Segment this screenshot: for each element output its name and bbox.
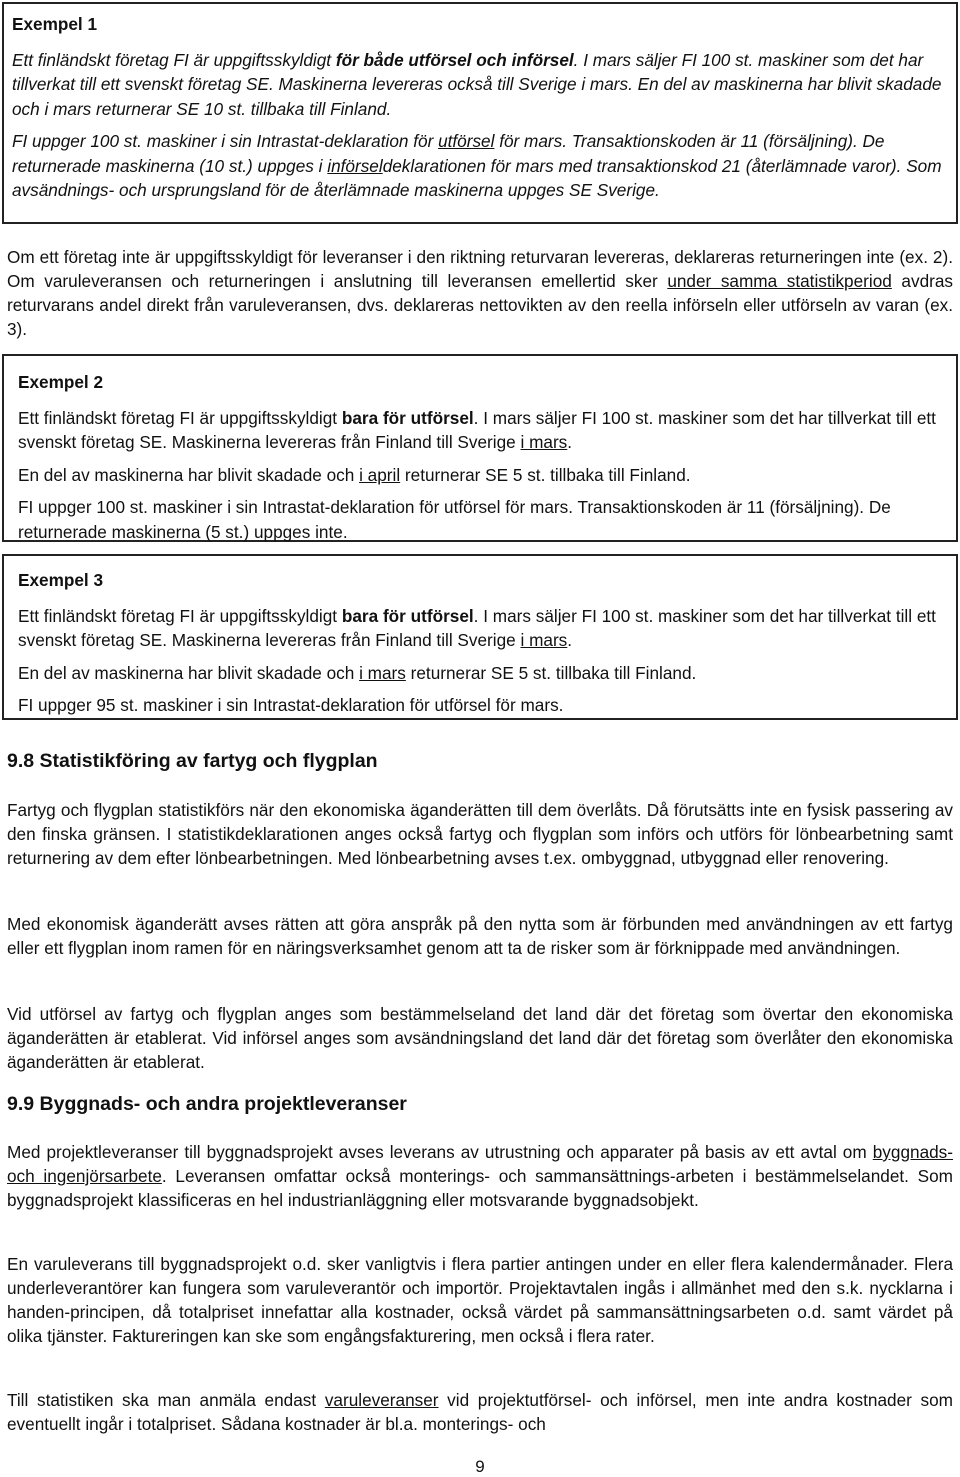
example-2-declaration: FI uppger 100 st. maskiner i sin Intrastat-deklaration för utförsel för mars. Transaktionskoden är 11 (försäljning). De returnerade maskinerna (5 st.) uppges inte. (18, 497, 891, 542)
section-9-8-paragraph-2: Med ekonomisk äganderätt avses rätten att göra anspråk på den nytta som är förbunden med användningen av ett fartyg eller ett flygplan inom ramen för en näringsverksamhet genom att ta de risker som är förknippade med användningen. (7, 914, 953, 958)
section-9-9-paragraph-3: Till statistiken ska man anmäla endast varuleveranser vid projektutförsel- och införsel, men inte andra kostnader som eventuellt ingår i totalpriset. Sådana kostnader är bl.a. monterings- och (7, 1390, 953, 1434)
example-1-declaration: FI uppger 100 st. maskiner i sin Intrastat-deklaration för utförsel för mars. Transaktionskoden är 11 (försäljning). De returnerade maskinerna (10 st.) uppges i införseldeklarationen för mars med transaktionskod 21 (återlämnade varor). Som avsändnings- och ursprungsland för de återlämnade maskinerna uppges SE Sverige. (12, 131, 942, 200)
section-9-8-paragraph-3: Vid utförsel av fartyg och flygplan anges som bestämmelseland det land där det företag som övertar den ekonomiska äganderätten är etablerat. Vid införsel anges som avsändningsland det land där det företag som överlåter den ekonomiska äganderätten är etablerat. (7, 1004, 953, 1072)
example-1-box (2, 2, 958, 224)
section-9-9-paragraph-1: Med projektleveranser till byggnadsprojekt avses leverans av utrustning och apparater på basis av ett avtal om byggnads- och ingenjörsarbete. Leveransen omfattar också monterings- och sammansättnings-arbeten i bestämmelselandet. Som byggnadsprojekt klassificeras en hel industrianläggning eller motsvarande byggnadsobjekt. (7, 1142, 953, 1210)
example-2-scenario: Ett finländskt företag FI är uppgiftsskyldigt bara för utförsel. I mars säljer FI 100 st. maskiner som det har tillverkat till ett svenskt företag SE. Maskinerna levereras från Finland till Sverige i mars. (18, 407, 936, 452)
section-9-9-paragraph-2: En varuleverans till byggnadsprojekt o.d. sker vanligtvis i flera partier antingen under en eller flera kalendermånader. Flera underleverantörer kan fungera som varuleverantör och importör. Projektavtalen ingås i allmänhet med den s.k. nycklarna i handen-principen, då totalpriset innefattar alla kostnader, också värdet på sammansättningsarbeten o.d. samt värdet på olika tjänster. Faktureringen kan ske som engångsfakturering, men också i flera rater. (7, 1254, 953, 1346)
page-number: 9 (475, 1457, 485, 1476)
section-9-8-heading: 9.8 Statistikföring av fartyg och flygplan (7, 750, 378, 772)
example-3-scenario: Ett finländskt företag FI är uppgiftsskyldigt bara för utförsel. I mars säljer FI 100 st. maskiner som det har tillverkat till ett svenskt företag SE. Maskinerna levereras från Finland till Sverige i mars. (18, 605, 936, 650)
section-9-9-heading: 9.9 Byggnads- och andra projektleveranser (7, 1093, 407, 1115)
example-3-box (2, 554, 958, 720)
example-1-scenario: Ett finländskt företag FI är uppgiftsskyldigt för både utförsel och införsel. I mars säljer FI 100 st. maskiner som det har tillverkat till ett svenskt företag SE. Maskinerna levereras också till Sverige i mars. En del av maskinerna har blivit skadade och i mars returnerar SE 10 st. tillbaka till Finland. (12, 49, 942, 119)
example-3-declaration: FI uppger 95 st. maskiner i sin Intrastat-deklaration för utförsel för mars. (18, 695, 564, 715)
example-2-box (2, 354, 958, 542)
returns-intro-paragraph: Om ett företag inte är uppgiftsskyldigt för leveranser i den riktning returvaran levereras, deklareras returneringen inte (ex. 2). Om varuleveransen och returneringen i anslutning till leveransen emellertid sker under samma statistikperiod avdras returvarans andel direkt från varuleveransen, dvs. deklareras nettovikten av den reella införseln eller utförseln av varan (ex. 3). (7, 247, 954, 339)
section-9-8-paragraph-1: Fartyg och flygplan statistikförs när den ekonomiska äganderätten till dem överlåts. Då förutsätts inte en fysisk passering av den finska gränsen. I statistikdeklarationen anges också fartyg och flygplan som införs och utförs för lönbearbetning samt returnering av dem efter lönbearbetningen. Med lönbearbetning avses t.ex. ombyggnad, utbyggnad eller renovering. (7, 800, 953, 868)
example-3-return: En del av maskinerna har blivit skadade och i mars returnerar SE 5 st. tillbaka till Finland. (18, 662, 697, 683)
example-3-title: Exempel 3 (18, 570, 104, 590)
example-2-return: En del av maskinerna har blivit skadade och i april returnerar SE 5 st. tillbaka till Finland. (18, 464, 691, 485)
example-2-title: Exempel 2 (18, 372, 104, 392)
example-1-title: Exempel 1 (12, 14, 98, 34)
